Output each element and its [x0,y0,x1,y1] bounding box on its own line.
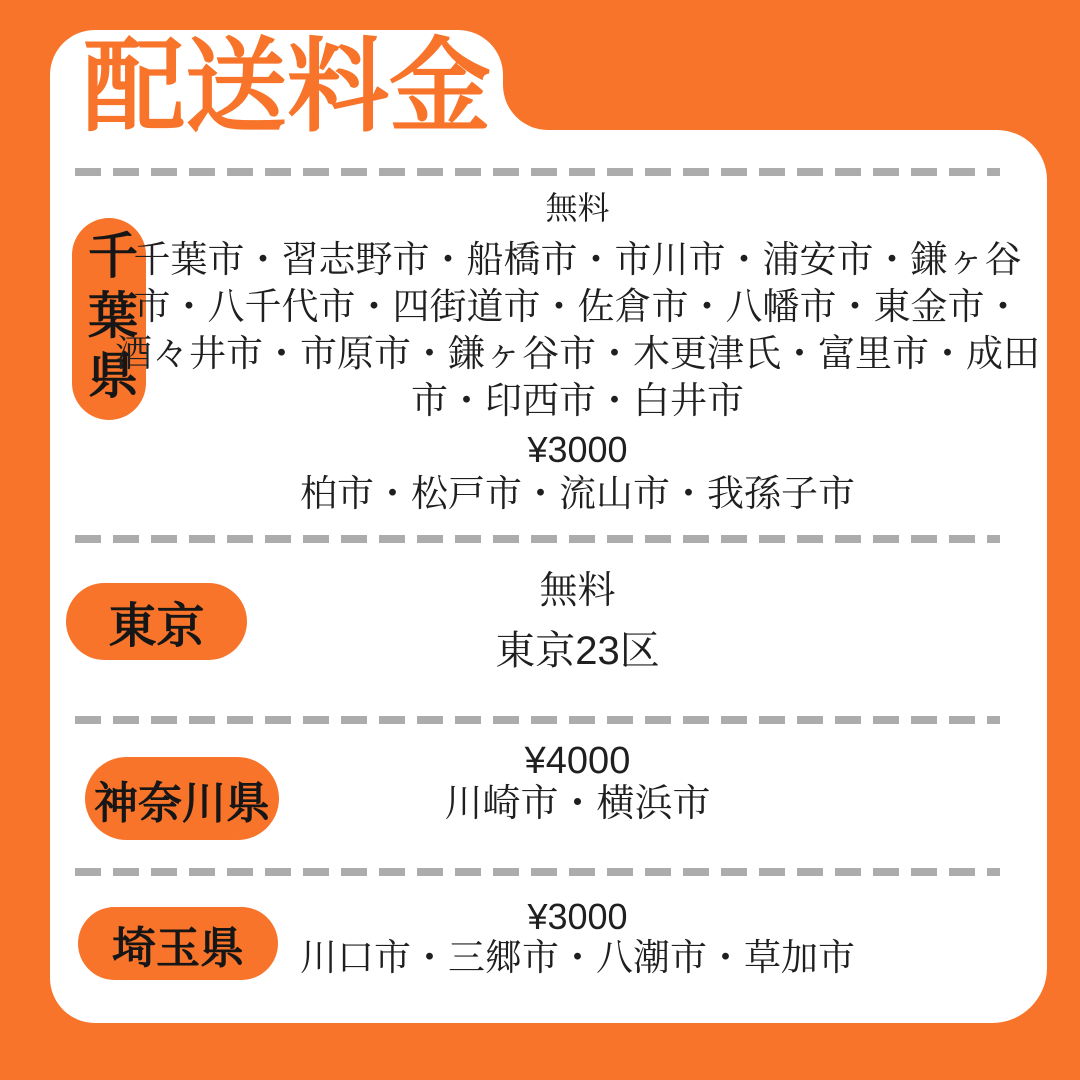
badge-tokyo: 東京 [66,583,247,660]
saitama-price-label: ¥3000 [527,896,628,937]
city-list-line: 柏市・松戸市・流山市・我孫子市 [300,473,855,514]
city-list-line: 酒々井市・市原市・鎌ヶ谷市・木更津氏・富里市・成田 [115,333,1040,374]
dashed-divider [75,868,1000,876]
chiba-paid-price-label: ¥3000 [527,429,628,470]
page-title: 配送料金 [83,30,491,144]
dashed-divider [75,168,1000,176]
city-list-line: 千葉市・習志野市・船橋市・市川市・浦安市・鎌ヶ谷 [133,239,1022,280]
kanagawa-city-list: 川崎市・横浜市 [444,783,711,825]
city-list-line: 市・印西市・白井市 [411,380,744,421]
saitama-city-list: 川口市・三郷市・八潮市・草加市 [300,937,855,978]
badge-kanagawa: 神奈川県 [85,757,279,840]
badge-saitama: 埼玉県 [78,907,278,980]
tokyo-price-label: 無料 [539,570,616,612]
dashed-divider [75,716,1000,724]
tokyo-city-list: 東京23区 [495,629,660,673]
dashed-divider [75,535,1000,543]
chiba-free-city-list [110,236,1045,424]
badge-chiba: 千葉県 [72,218,146,420]
chiba-free-price-label: 無料 [545,190,610,226]
city-list-line: 市・八千代市・四街道市・佐倉市・八幡市・東金市・ [133,286,1022,327]
chiba-paid-city-list [110,470,1045,517]
kanagawa-price-label: ¥4000 [524,740,631,782]
